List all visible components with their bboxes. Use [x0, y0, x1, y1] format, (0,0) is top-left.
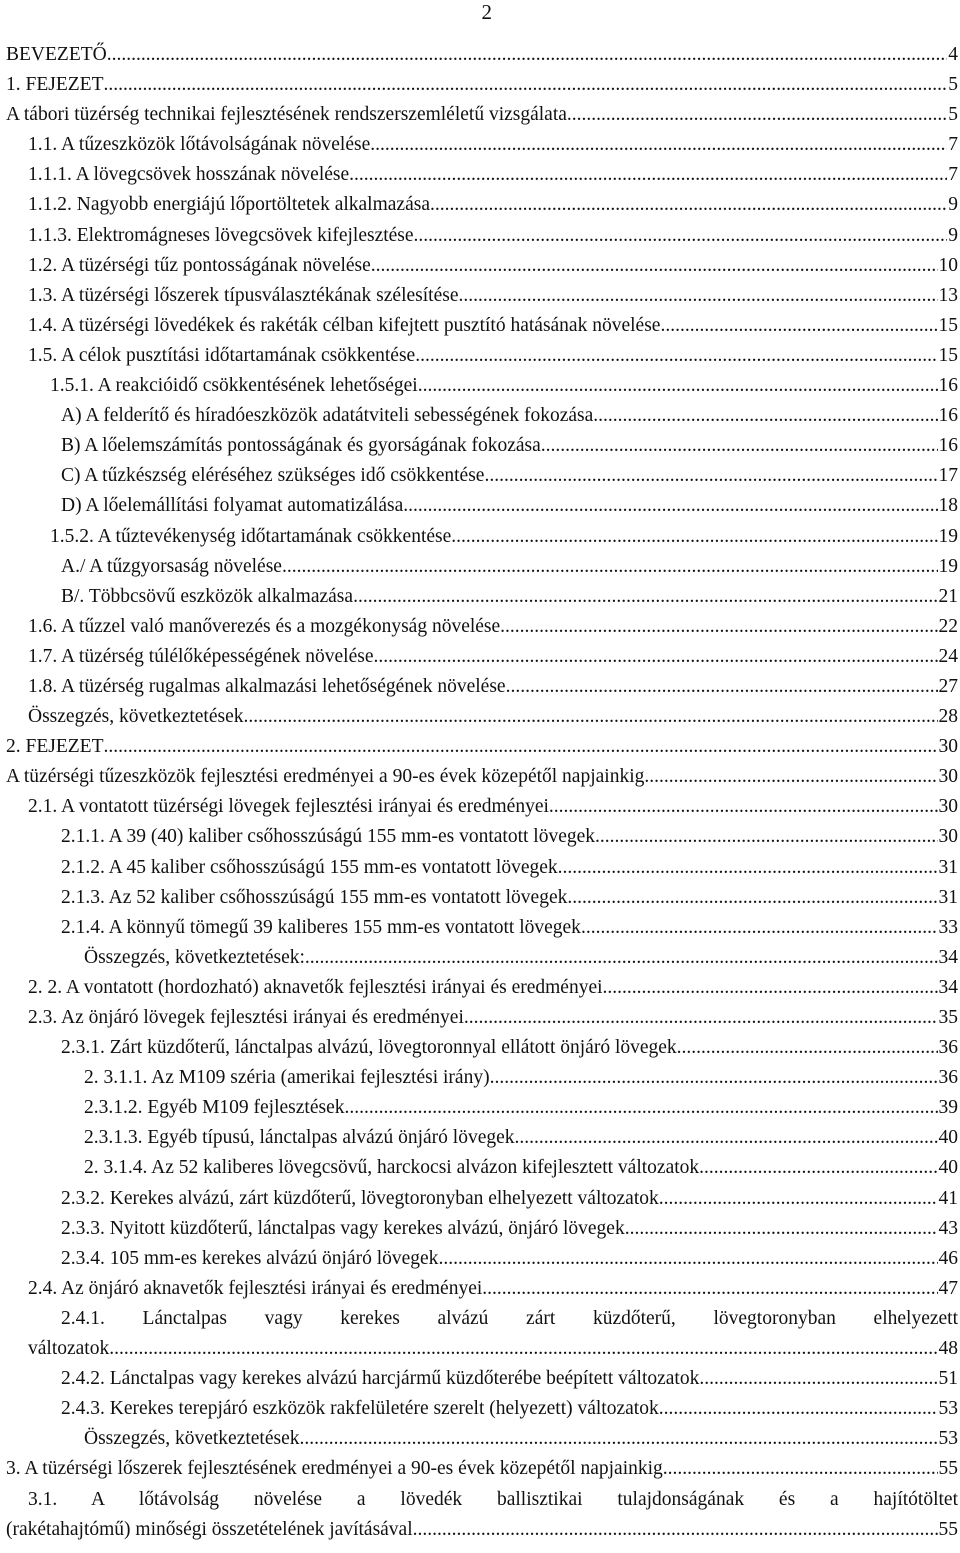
toc-entry[interactable] [6, 582, 958, 612]
toc-dot-leader [300, 1424, 938, 1454]
toc-entry[interactable] [6, 1424, 958, 1454]
toc-entry[interactable] [6, 1184, 958, 1214]
toc-dot-leader [373, 642, 937, 672]
toc-entry[interactable] [6, 70, 958, 100]
toc-entry-page: 22 [938, 615, 958, 637]
toc-entry-title: 1. FEJEZET [6, 74, 104, 96]
toc-entry[interactable] [6, 732, 958, 762]
toc-entry[interactable] [6, 491, 958, 521]
toc-entry-title: 1.1. A tűzeszközök lőtávolságának növelése [28, 134, 371, 156]
toc-entry-page: 47 [938, 1277, 958, 1299]
toc-entry[interactable] [6, 612, 958, 642]
toc-dot-leader [593, 401, 937, 431]
toc-entry-title: A tüzérségi tűzeszközök fejlesztési eredményei a 90-es évek közepétől napjainkig [6, 766, 645, 788]
toc-dot-leader [567, 100, 947, 130]
toc-dot-leader [244, 702, 938, 732]
toc-entry[interactable] [6, 973, 958, 1003]
toc-dot-leader [344, 1093, 937, 1123]
toc-entry[interactable] [6, 1003, 958, 1033]
toc-dot-leader [418, 371, 938, 401]
toc-entry[interactable] [6, 1485, 958, 1515]
toc-entry-page: 5 [948, 74, 958, 96]
toc-entry-title: A) A felderítő és híradóeszközök adatátviteli sebességének fokozása [61, 405, 594, 427]
toc-entry[interactable] [6, 702, 958, 732]
table-of-contents [6, 40, 958, 1545]
toc-entry[interactable] [6, 431, 958, 461]
toc-entry[interactable] [6, 642, 958, 672]
toc-entry[interactable] [6, 1214, 958, 1244]
toc-entry-page: 31 [938, 886, 958, 908]
toc-entry[interactable] [6, 160, 958, 190]
toc-dot-leader [484, 461, 937, 491]
toc-entry-page: 7 [948, 134, 958, 156]
toc-dot-leader [464, 1003, 938, 1033]
toc-dot-leader [370, 130, 947, 160]
toc-entry-title: 2.1.3. Az 52 kaliber csőhosszúságú 155 mm-es vontatott lövegek [61, 886, 568, 908]
toc-entry-page: 55 [938, 1518, 958, 1540]
toc-entry[interactable] [6, 1274, 958, 1304]
toc-entry[interactable] [6, 221, 958, 251]
toc-dot-leader [490, 1063, 938, 1093]
toc-entry-title: 2. 3.1.4. Az 52 kaliberes lövegcsövű, harckocsi alvázon kifejlesztett változatok [84, 1157, 700, 1179]
toc-entry-title: BEVEZETŐ [6, 44, 107, 65]
toc-entry[interactable] [6, 461, 958, 491]
toc-dot-leader [104, 732, 938, 762]
toc-entry-title: 1.5.1. A reakcióidő csökkentésének lehetőségei [50, 375, 418, 397]
toc-entry-title: 1.1.2. Nagyobb energiájú lőportöltetek alkalmazása [28, 194, 430, 216]
toc-dot-leader [699, 1364, 937, 1394]
toc-entry-title: (rakétahajtómű) minőségi összetételének javításával [6, 1518, 413, 1540]
toc-entry[interactable] [6, 913, 958, 943]
toc-entry-title: B) A lőelemszámítás pontosságának és gyorságának fokozása [61, 435, 541, 457]
toc-dot-leader [558, 853, 938, 883]
toc-entry-page: 31 [938, 856, 958, 878]
toc-entry-title: A tábori tüzérség technikai fejlesztésének rendszerszemléletű vizsgálata [6, 104, 567, 126]
toc-entry-title: 2.4. Az önjáró aknavetők fejlesztési irányai és eredményei [28, 1277, 483, 1299]
toc-entry-title: 2.3.1.2. Egyéb M109 fejlesztések [84, 1097, 345, 1119]
toc-dot-leader [353, 582, 937, 612]
toc-entry-title: C) A tűzkészség eléréséhez szükséges idő csökkentése [61, 465, 485, 487]
toc-dot-leader [415, 341, 937, 371]
toc-entry-title: D) A lőelemállítási folyamat automatizálása [61, 495, 404, 517]
toc-entry-page: 16 [938, 375, 958, 397]
toc-entry-title: 2. 2. A vontatott (hordozható) aknavetők fejlesztési irányai és eredményei [28, 976, 603, 998]
toc-dot-leader [403, 491, 937, 521]
toc-dot-leader [349, 160, 947, 190]
toc-entry-page: 21 [938, 585, 958, 607]
toc-dot-leader [677, 1033, 938, 1063]
toc-entry-title: 2.1.4. A könnyű tömegű 39 kaliberes 155 mm-es vontatott lövegek [61, 916, 581, 938]
toc-entry-page: 46 [938, 1247, 958, 1269]
toc-entry-title: 1.1.1. A lövegcsövek hosszának növelése [28, 164, 350, 186]
toc-entry-page: 39 [938, 1097, 958, 1119]
toc-entry-page: 55 [938, 1458, 958, 1480]
toc-dot-leader [549, 792, 938, 822]
toc-entry-title: 1.2. A tüzérségi tűz pontosságának növelése [28, 254, 371, 276]
toc-dot-leader [506, 672, 938, 702]
toc-entry-title: 2.1.1. A 39 (40) kaliber csőhosszúságú 155 mm-es vontatott lövegek [61, 826, 596, 848]
toc-entry-title: 2.4.1. Lánctalpas vagy kerekes alvázú zárt küzdőterű, lövegtoronyban elhelyezett [61, 1307, 958, 1329]
toc-entry[interactable] [6, 1244, 958, 1274]
toc-entry-page: 53 [938, 1428, 958, 1450]
toc-entry-title: 1.5. A célok pusztítási időtartamának csökkentése [28, 344, 416, 366]
toc-entry-title: 1.7. A tüzérség túlélőképességének növelése [28, 645, 374, 667]
toc-entry-title: 1.5.2. A tűztevékenység időtartamának csökkentése [50, 525, 452, 547]
toc-entry[interactable] [6, 1093, 958, 1123]
toc-dot-leader [414, 221, 948, 251]
toc-dot-leader [438, 1244, 937, 1274]
toc-entry-title: 1.4. A tüzérségi lövedékek és rakéták célban kifejtett pusztító hatásának növelése [28, 314, 661, 336]
toc-entry-page: 27 [938, 675, 958, 697]
toc-entry-title: 3. A tüzérségi lőszerek fejlesztésének eredményei a 90-es évek közepétől napjainkig [6, 1458, 663, 1480]
toc-entry-title: 2.3.1. Zárt küzdőterű, lánctalpas alvázú, lövegtoronnyal ellátott önjáró lövegek [61, 1037, 677, 1059]
toc-entry[interactable] [6, 1033, 958, 1063]
toc-entry[interactable] [6, 883, 958, 913]
toc-entry[interactable] [6, 943, 958, 973]
toc-entry-page: 16 [938, 435, 958, 457]
toc-entry-title: Összegzés, következtetések [28, 706, 244, 728]
toc-dot-leader [699, 1153, 937, 1183]
toc-entry[interactable] [6, 251, 958, 281]
toc-dot-leader [371, 251, 938, 281]
toc-entry[interactable] [6, 1515, 958, 1545]
toc-entry-title: B/. Többcsövű eszközök alkalmazása [61, 585, 354, 607]
toc-entry-page: 30 [938, 826, 958, 848]
toc-entry-page: 53 [938, 1398, 958, 1420]
toc-dot-leader [107, 40, 948, 70]
toc-entry-title: 2. 3.1.1. Az M109 széria (amerikai fejlesztési irány) [84, 1067, 490, 1089]
toc-entry-title: 1.1.3. Elektromágneses lövegcsövek kifejlesztése [28, 224, 414, 246]
toc-entry-page: 51 [938, 1368, 958, 1390]
toc-entry[interactable] [6, 371, 958, 401]
toc-entry-title: A./ A tűzgyorsaság növelése [61, 555, 282, 577]
toc-entry[interactable] [6, 100, 958, 130]
toc-entry-page: 4 [948, 44, 958, 65]
toc-entry[interactable] [6, 311, 958, 341]
toc-entry-title: változatok [28, 1338, 110, 1360]
toc-entry-title: 1.3. A tüzérségi lőszerek típusválasztékának szélesítése [28, 284, 459, 306]
toc-dot-leader [500, 612, 937, 642]
toc-entry-page: 17 [938, 465, 958, 487]
toc-entry-page: 7 [948, 164, 958, 186]
toc-dot-leader [458, 281, 937, 311]
toc-entry[interactable] [6, 822, 958, 852]
toc-dot-leader [109, 1334, 937, 1364]
page-number: 2 [481, 0, 492, 24]
toc-dot-leader [603, 973, 938, 1003]
toc-dot-leader [104, 70, 948, 100]
toc-entry-page: 36 [938, 1067, 958, 1089]
toc-entry-title: 2.4.2. Lánctalpas vagy kerekes alvázú harcjármű küzdőterébe beépített változatok [61, 1368, 700, 1390]
toc-dot-leader [430, 190, 947, 220]
toc-entry-page: 30 [938, 796, 958, 818]
toc-entry-page: 34 [938, 946, 958, 968]
toc-dot-leader [305, 943, 938, 973]
toc-entry-title: 2.3.4. 105 mm-es kerekes alvázú önjáró lövegek [61, 1247, 439, 1269]
toc-entry-title: 1.6. A tűzzel való manőverezés és a mozgékonyság növelése [28, 615, 501, 637]
toc-entry-page: 16 [938, 405, 958, 427]
toc-dot-leader [451, 522, 937, 552]
toc-entry-page: 48 [938, 1338, 958, 1360]
toc-dot-leader [482, 1274, 937, 1304]
toc-entry[interactable] [6, 672, 958, 702]
toc-entry[interactable] [6, 190, 958, 220]
toc-entry-page: 19 [938, 555, 958, 577]
toc-entry[interactable] [6, 1454, 958, 1484]
toc-entry-page: 15 [938, 344, 958, 366]
toc-entry[interactable] [6, 1153, 958, 1183]
toc-entry-page: 30 [938, 736, 958, 758]
toc-entry-title: 3.1. A lőtávolság növelése a lövedék ballisztikai tulajdonságának és a hajítótöltet [28, 1488, 958, 1510]
toc-entry[interactable] [6, 40, 958, 70]
toc-dot-leader [659, 1394, 938, 1424]
toc-entry-title: 2.3. Az önjáró lövegek fejlesztési irányai és eredményei [28, 1007, 464, 1028]
toc-entry-page: 36 [938, 1037, 958, 1059]
toc-dot-leader [515, 1123, 938, 1153]
toc-entry-page: 40 [938, 1127, 958, 1149]
toc-entry-page: 35 [938, 1007, 958, 1028]
toc-dot-leader [581, 913, 938, 943]
toc-entry-title: 2.1. A vontatott tüzérségi lövegek fejlesztési irányai és eredményei [28, 796, 549, 818]
toc-entry-page: 10 [938, 254, 958, 276]
toc-dot-leader [660, 311, 937, 341]
toc-entry[interactable] [6, 401, 958, 431]
toc-entry-title: Összegzés, következtetések: [84, 946, 305, 968]
toc-dot-leader [567, 883, 937, 913]
toc-entry-page: 9 [948, 224, 958, 246]
toc-entry[interactable] [6, 853, 958, 883]
toc-entry-page: 9 [948, 194, 958, 216]
toc-entry[interactable] [6, 1394, 958, 1424]
toc-entry[interactable] [6, 341, 958, 371]
toc-entry-page: 15 [938, 314, 958, 336]
toc-dot-leader [659, 1184, 938, 1214]
toc-entry-title: 1.8. A tüzérség rugalmas alkalmazási lehetőségének növelése [28, 675, 506, 697]
toc-entry-page: 43 [938, 1217, 958, 1239]
toc-entry-page: 24 [938, 645, 958, 667]
toc-entry-page: 28 [938, 706, 958, 728]
toc-entry-page: 33 [938, 916, 958, 938]
toc-entry-page: 5 [948, 104, 958, 126]
toc-entry-page: 19 [938, 525, 958, 547]
toc-dot-leader [663, 1454, 938, 1484]
toc-entry-page: 40 [938, 1157, 958, 1179]
toc-entry-title: 2.4.3. Kerekes terepjáró eszközök rakfelületére szerelt (helyezett) változatok [61, 1398, 659, 1420]
toc-entry-title: 2.3.1.3. Egyéb típusú, lánctalpas alvázú önjáró lövegek [84, 1127, 515, 1149]
toc-entry[interactable] [6, 1334, 958, 1364]
toc-entry[interactable] [6, 1063, 958, 1093]
toc-entry-title: 2.3.3. Nyitott küzdőterű, lánctalpas vagy kerekes alvázú, önjáró lövegek [61, 1217, 625, 1239]
toc-entry-page: 34 [938, 976, 958, 998]
toc-entry-title: 2.1.2. A 45 kaliber csőhosszúságú 155 mm-es vontatott lövegek [61, 856, 558, 878]
toc-dot-leader [625, 1214, 938, 1244]
toc-entry[interactable] [6, 281, 958, 311]
toc-entry[interactable] [6, 762, 958, 792]
toc-dot-leader [644, 762, 937, 792]
toc-entry[interactable] [6, 130, 958, 160]
toc-entry[interactable] [6, 1123, 958, 1153]
toc-entry[interactable] [6, 522, 958, 552]
toc-entry-title: 2.3.2. Kerekes alvázú, zárt küzdőterű, lövegtoronyban elhelyezett változatok [61, 1187, 659, 1209]
toc-entry[interactable] [6, 552, 958, 582]
toc-dot-leader [595, 822, 937, 852]
toc-entry[interactable] [6, 1364, 958, 1394]
toc-entry-page: 13 [938, 284, 958, 306]
toc-dot-leader [282, 552, 938, 582]
toc-entry-page: 18 [938, 495, 958, 517]
toc-entry[interactable] [6, 792, 958, 822]
toc-entry-page: 30 [938, 766, 958, 788]
toc-entry-title: Összegzés, következtetések [84, 1428, 300, 1450]
toc-entry-title: 2. FEJEZET [6, 736, 104, 758]
toc-entry[interactable] [6, 1304, 958, 1334]
toc-dot-leader [413, 1515, 938, 1545]
toc-dot-leader [541, 431, 938, 461]
toc-entry-page: 41 [938, 1187, 958, 1209]
